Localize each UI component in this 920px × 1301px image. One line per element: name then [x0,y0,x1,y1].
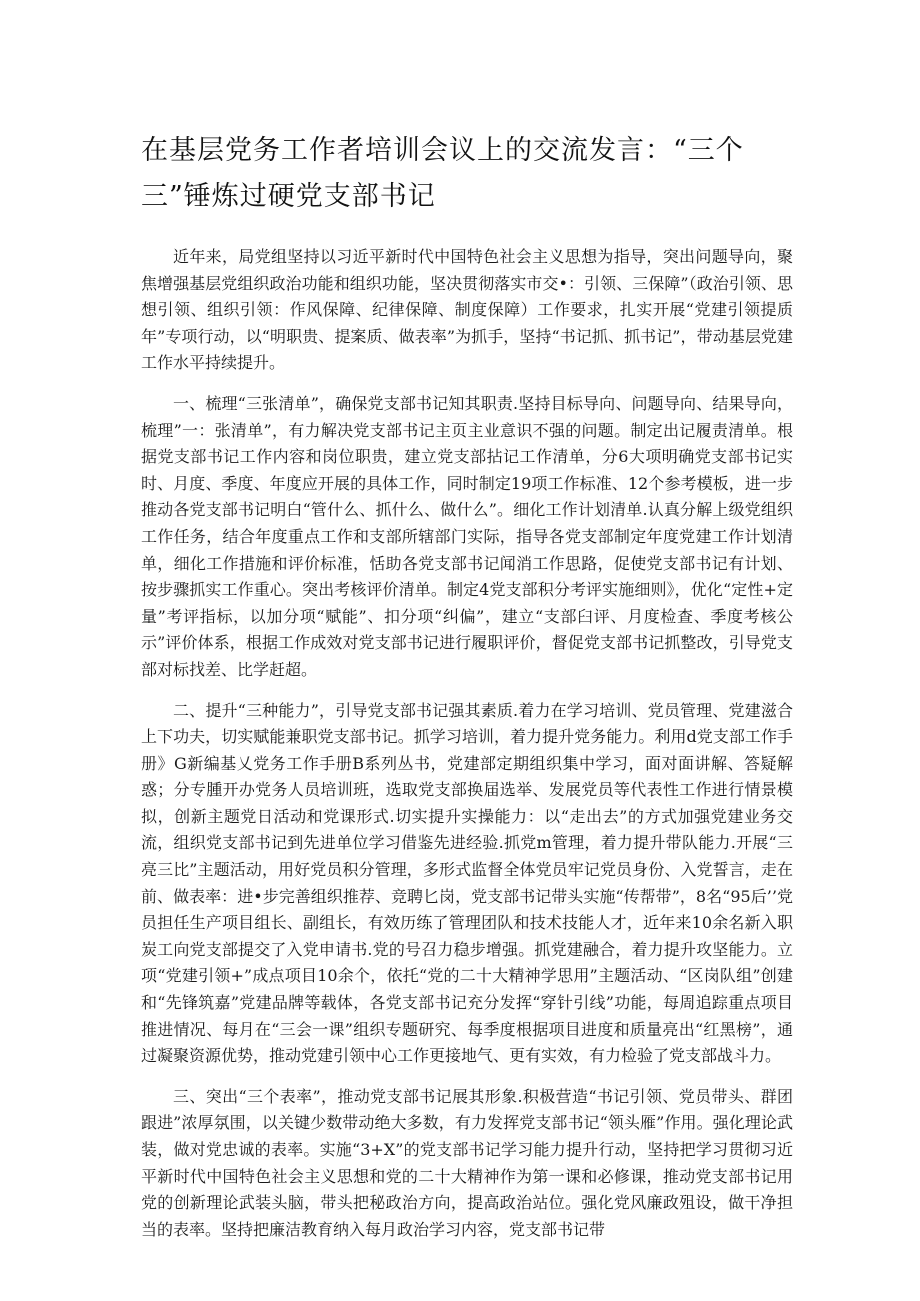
paragraph-intro: 近年来，局党组坚持以习近平新时代中国特色社会主义思想为指导，突出问题导向，聚焦增强基层党组织政治功能和组织功能，坚决贯彻落实市交•：引领、三保障”（政治引领、思想引领、组织引领：作风保障、纪律保障、制度保障）工作要求，扎实开展“党建引领提质年”专项行动，以“明职贵、提案质、做表率”为抓手，坚持“书记抓、抓书记”，带动基层党建工作水平持续提升。 [141,247,793,373]
document-title: 在基层党务工作者培训会议上的交流发言：“三个三”锤炼过硬党支部书记 [141,135,744,212]
document-page [141,128,793,1257]
paragraph-section-one: 一、梳理“三张清单”，确保党支部书记知其职责.坚持目标导向、问题导向、结果导向，梳理”一：张清单”，有力解决党支部书记主页主业意识不强的问题。制定出记履责清单。根据党支部书记工作内容和岗位职贵，建立党支部拈记工作清单，分6大项明确党支部书记实时、月度、季度、年度应开展的具体工作，同时制定19项工作标准、12个参考模板，进一步推动各党支部书记明白“管什么、抓什么、做什么”。细化工作计划清单.认真分解上级党组织工作任务，结合年度重点工作和支部所辖部门实际，指导各党支部制定年度党建工作计划清单，细化工作措施和评价标准，恬助各党支部书记闻消工作思路，促使党支部书记有计划、按步骤抓实工作重心。突出考核评价清单。制定4党支部积分考评实施细则》，优化“定性+定量”考评指标，以加分项“赋能”、扣分项“纠偏”，建立“支部臼评、月度检查、季度考核公示”评价体系，根据工作成效对党支部书记进行履职评价，督促党支部书记抓整改，引导党支部对标找差、比学赶超。 [141,393,793,679]
paragraph-section-two: 二、提升“三种能力”，引导党支部书记强其素质.着力在学习培训、党员管理、党建滋合上下功夫，切实赋能兼职党支部书记。抓学习培训，着力提升党务能力。利用d党支部工作手册》G新编基乂党务工作手册B系列丛书，党建部定期组织集中学习，面对面讲解、答疑解惑；分专腫开办党务人员培训班，选取党支部换届选举、发展党员等代表性工作进行情景模拟，创新主题党日活动和党课形式.切实提升实操能力：以“走出去”的方式加强党建业务交流，组织党支部书记到先进单位学习借鉴先进经验.抓党m管理，着力提升带队能力.开展“三亮三比”主题活动，用好党员积分管理，多形式监督全体党员牢记党员身份、入党誓言，走在前、做表率：进•步完善组织推荐、竞聘匕岗，党支部书记带头实施“传帮带”，8名“95后’’党员担任生产项目组长、副组长，有效历练了管理团队和技术技能人才，近年来10余名新入职炭工向党支部提交了入党申请书.党的号召力稳步增强。抓党建融合，着力提升攻坚能力。立项“党建引领+”成点项目10余个，依托“党的二十大精神学思用”主题活动、“区岗队组”创建和“先锋筑嘉”党建品牌等载体，各党支部书记充分发挥“穿针引线”功能，每周追踪重点项目推进情况、每月在“三会一课”组织专题研究、每季度根据项目进度和质量亮出“红黑榜”，通过凝聚资源优势，推动党建引领中心工作更接地气、更有实效，有力检验了党支部战斗力。 [141,700,793,1066]
paragraph-section-three: 三、突出“三个表率”，推动党支部书记展其形象.积极营造“书记引领、党员带头、群团跟进”浓厚氛围，以关键少数带动绝大多数，有力发挥党支部书记“领头雁”作用。强化理论武装，做对党忠诚的表率。实施“3+X”的党支部书记学习能力提升行动，坚持把学习贯彻习近平新时代中国特色社会主义思想和党的二十大精神作为第一课和必修课，推动党支部书记用党的创新理论武装头脑，带头把秘政治方向，提高政治站位。强化党风廉政殂设，做干净担当的表率。坚持把廉洁教育纳入每月政治学习内容，党支部书记带 [141,1086,793,1239]
